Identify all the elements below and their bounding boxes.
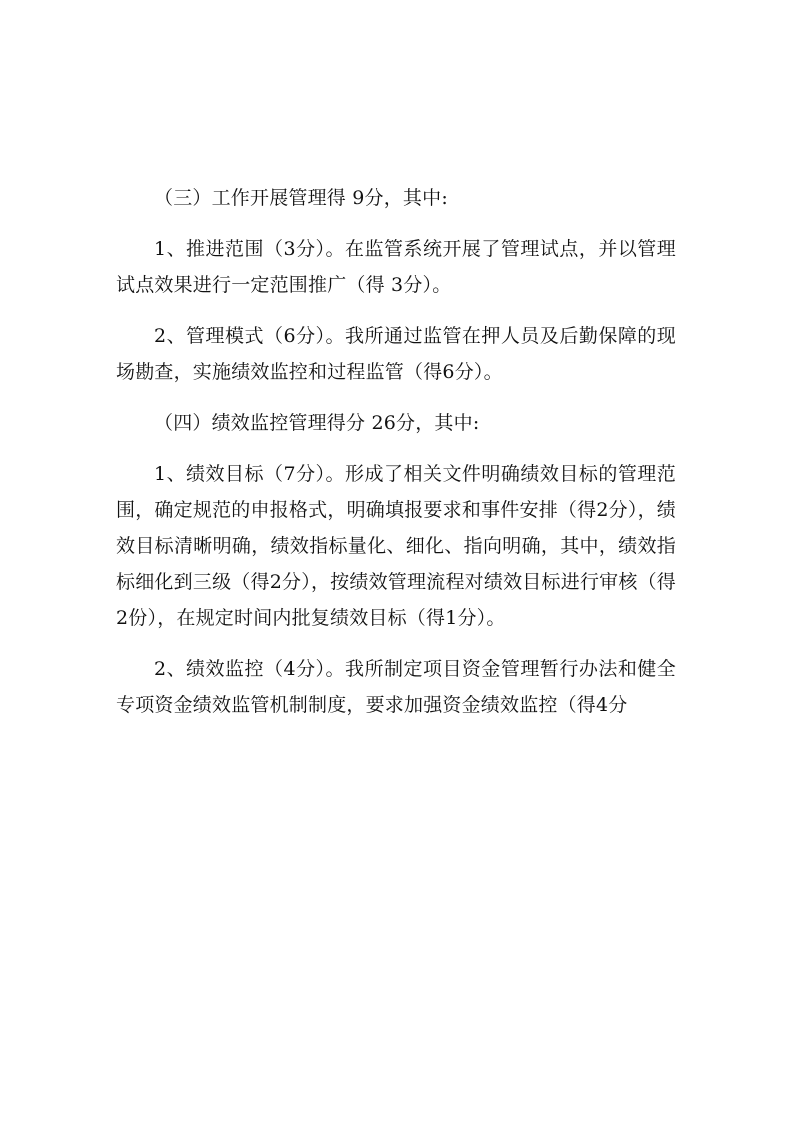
section-heading-performance-monitoring: （四）绩效监控管理得分 26分，其中: <box>154 412 480 434</box>
document-body <box>116 180 676 723</box>
section-heading-work-management: （三）工作开展管理得 9分，其中: <box>154 187 448 209</box>
paragraph-performance-goals: 1、绩效目标（7分）。形成了相关文件明确绩效目标的管理范围，确定规范的申报格式，明确填报要求和事件安排（得2分），绩效目标清晰明确，绩效指标量化、细化、指向明确，其中，绩效指标细化到三级（得2分），按绩效管理流程对绩效目标进行审核（得2份），在规定时间内批复绩效目标（得1分）。 <box>116 463 676 629</box>
paragraph-promotion-scope: 1、推进范围（3分）。在监管系统开展了管理试点，并以管理试点效果进行一定范围推广（得 3分）。 <box>116 238 676 296</box>
paragraph-management-mode: 2、管理模式（6分）。我所通过监管在押人员及后勤保障的现场勘查，实施绩效监控和过程监管（得6分）。 <box>116 325 676 383</box>
paragraph-performance-monitoring: 2、绩效监控（4分）。我所制定项目资金管理暂行办法和健全专项资金绩效监管机制制度，要求加强资金绩效监控（得4分 <box>116 658 676 716</box>
